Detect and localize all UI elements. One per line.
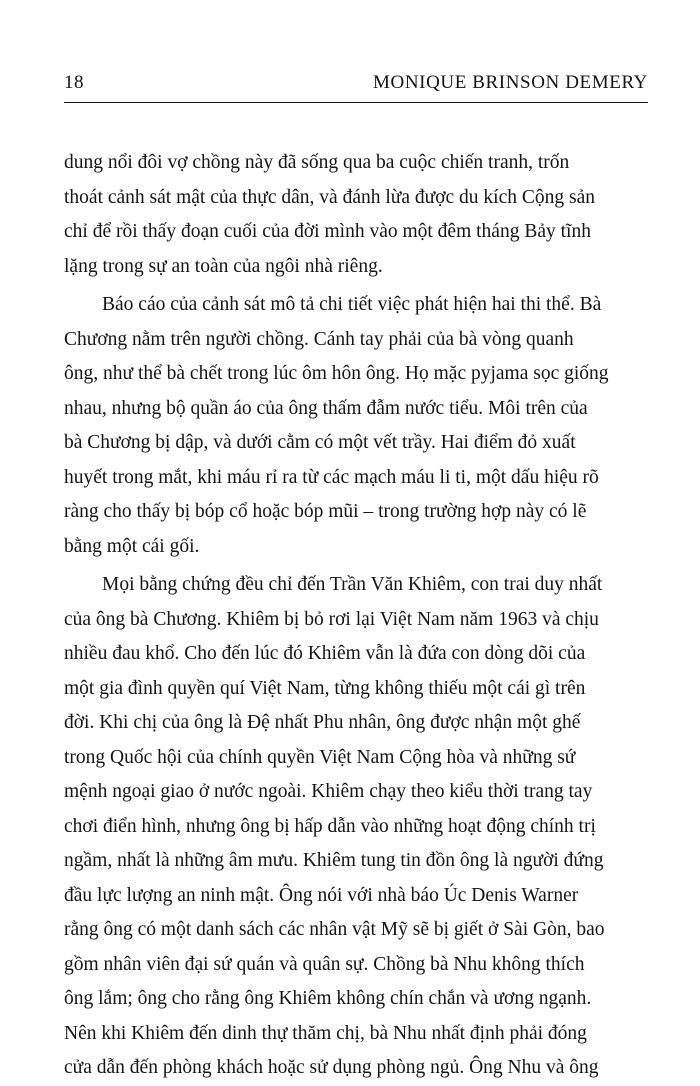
text-line: chỉ để rồi thấy đoạn cuối của đời mình vào một đêm tháng Bảy tĩnh bbox=[64, 221, 591, 242]
text-line: ông, như thể bà chết trong lúc ôm hôn ông. Họ mặc pyjama sọc giống bbox=[64, 363, 609, 384]
text-line: gồm nhân viên đại sứ quán và quân sự. Chồng bà Nhu không thích bbox=[64, 953, 585, 975]
running-header-author: MONIQUE BRINSON DEMERY bbox=[373, 72, 648, 93]
text-line: nhiều đau khổ. Cho đến lúc đó Khiêm vẫn là đứa con dòng dõi của bbox=[64, 643, 586, 664]
text-line: thoát cảnh sát mật của thực dân, và đánh lừa được du kích Cộng sản bbox=[64, 186, 595, 208]
text-line: lặng trong sự an toàn của ngôi nhà riêng. bbox=[64, 255, 383, 277]
text-line: dung nổi đôi vợ chồng này đã sống qua ba cuộc chiến tranh, trốn bbox=[64, 152, 570, 173]
text-line: rằng ông có một danh sách các nhân vật Mỹ sẽ bị giết ở Sài Gòn, bao bbox=[64, 919, 605, 940]
text-line: bằng một cái gối. bbox=[64, 535, 200, 557]
text-line: trong Quốc hội của chính quyền Việt Nam Cộng hòa và những sứ bbox=[64, 746, 576, 768]
text-line: đầu lực lượng an ninh mật. Ông nói với nhà báo Úc Denis Warner bbox=[64, 884, 579, 906]
text-line: ràng cho thấy bị bóp cổ hoặc bóp mũi – trong trường hợp này có lẽ bbox=[64, 501, 587, 522]
text-line: huyết trong mắt, khi máu rỉ ra từ các mạch máu li ti, một dấu hiệu rõ bbox=[64, 466, 599, 488]
text-line: Chương nằm trên người chồng. Cánh tay phải của bà vòng quanh bbox=[64, 328, 574, 350]
text-line: nhau, nhưng bộ quần áo của ông thấm đẫm nước tiểu. Môi trên của bbox=[64, 397, 588, 419]
text-line: đời. Khi chị của ông là Đệ nhất Phu nhân, ông được nhận một ghế bbox=[64, 712, 581, 733]
text-line: ông lắm; ông cho rằng ông Khiêm không chín chắn và ương ngạnh. bbox=[64, 988, 592, 1009]
text-line: một gia đình quyền quí Việt Nam, từng không thiếu một cái gì trên bbox=[64, 677, 586, 699]
running-header bbox=[64, 72, 648, 103]
text-line: Nên khi Khiêm đến dinh thự thăm chị, bà Nhu nhất định phải đóng bbox=[64, 1022, 587, 1044]
text-line: của ông bà Chương. Khiêm bị bỏ rơi lại Việt Nam năm 1963 và chịu bbox=[64, 608, 599, 630]
text-line: ngầm, nhất là những âm mưu. Khiêm tung tin đồn ông là người đứng bbox=[64, 850, 604, 871]
page-number: 18 bbox=[64, 72, 84, 93]
text-line: chơi điển hình, nhưng ông bị hấp dẫn vào những hoạt động chính trị bbox=[64, 815, 596, 837]
body-text bbox=[64, 146, 654, 1086]
text-line: bà Chương bị dập, và dưới cằm có một vết trầy. Hai điểm đỏ xuất bbox=[64, 432, 576, 453]
text-line: Báo cáo của cảnh sát mô tả chi tiết việc phát hiện hai thi thể. Bà bbox=[102, 294, 602, 315]
text-line: cửa dẫn đến phòng khách hoặc sử dụng phòng ngủ. Ông Nhu và ông bbox=[64, 1057, 599, 1078]
text-line: Mọi bằng chứng đều chỉ đến Trần Văn Khiêm, con trai duy nhất bbox=[102, 574, 603, 595]
text-line: mệnh ngoại giao ở nước ngoài. Khiêm chạy theo kiểu thời trang tay bbox=[64, 781, 593, 802]
